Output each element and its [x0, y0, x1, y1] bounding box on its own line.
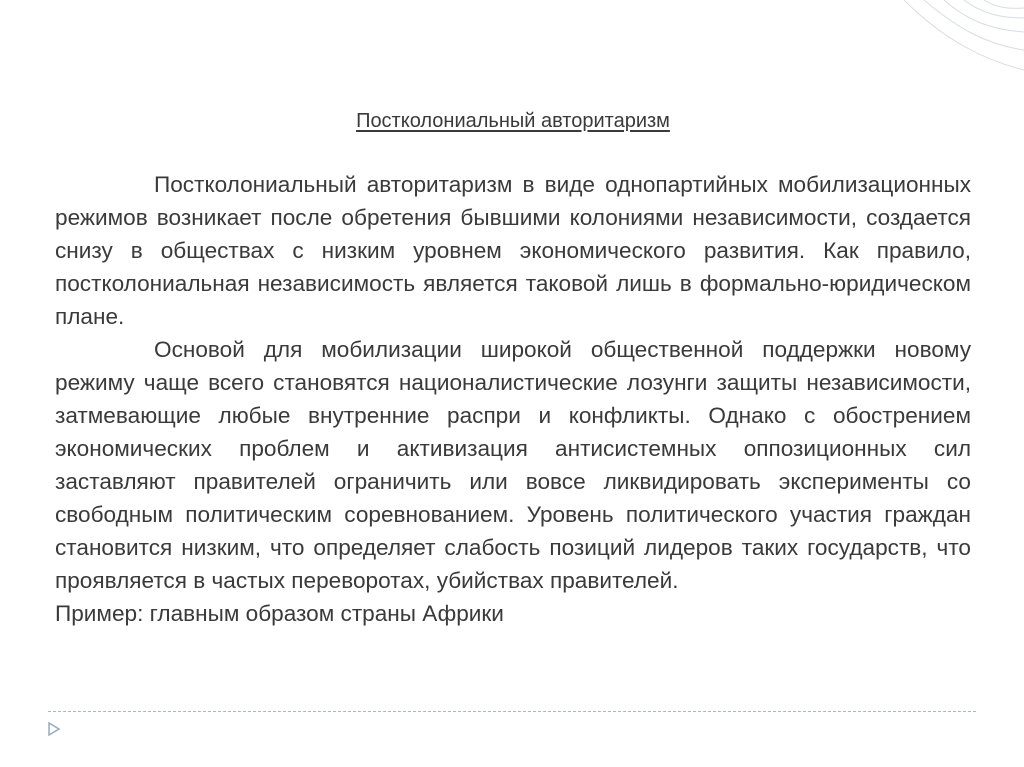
slide-title: Постколониальный авторитаризм: [356, 110, 670, 132]
paragraph-2: Основой для мобилизации широкой общественной поддержки новому режиму чаще всего становятся националистические лозунги защиты независимости, затмевающие любые внутренние распри и конфликты. Однако с обострением экономических проблем и активизация антисистемных оппозиционных сил заставляют правителей ограничить или вовсе ликвидировать эксперименты со свободным политическим соревнованием. Уровень политического участия граждан становится низким, что определяет слабость позиций лидеров таких государств, что проявляется в частых переворотах, убийствах правителей.: [55, 337, 971, 593]
corner-ornament-icon: [884, 0, 1024, 110]
paragraph-1: Постколониальный авторитаризм в виде однопартийных мобилизационных режимов возникает после обретения бывшими колониями независимости, создается снизу в обществах с низким уровнем экономического развития. Как правило, постколониальная независимость является таковой лишь в формально-юридическом плане.: [55, 172, 971, 329]
slide-content: [55, 108, 971, 630]
footer-divider: [48, 711, 976, 712]
triangle-right-icon: [47, 722, 61, 736]
example-line: Пример: главным образом страны Африки: [55, 601, 504, 626]
